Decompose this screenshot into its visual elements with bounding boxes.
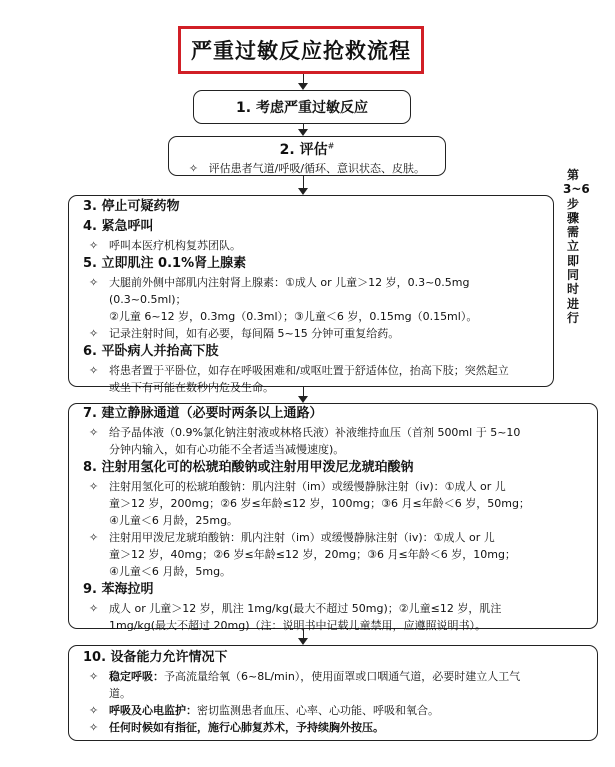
step5-item1-cont: ②儿童 6~12 岁，0.3mg（0.3ml）；③儿童＜6 岁，0.15mg（0.15ml）。 (109, 310, 478, 323)
side-note-char: 进 (566, 296, 579, 311)
side-note-char: 同 (566, 268, 579, 283)
side-note-char: 步 (566, 196, 579, 211)
step2-item: ✧ 评估患者气道/呼吸/循环、意识状态、皮肤。 (188, 162, 426, 175)
step2-title: 2. 评估 (279, 142, 328, 158)
step7-item-cont: 分钟内输入，如有心功能不全者适当减慢速度)。 (109, 443, 345, 456)
step5-item1 (83, 274, 543, 308)
connector-arrow (298, 83, 308, 90)
step7-heading: 7. 建立静脉通道（必要时两条以上通路） (83, 406, 323, 421)
step9-heading: 9. 苯海拉明 (83, 582, 154, 597)
step8-item2: ✧ 注射用甲泼尼龙琥珀酸钠：肌内注射（im）或缓慢静脉注射（iv)：①成人 or 儿 (83, 529, 587, 546)
step2-item-text: 评估患者气道/呼吸/循环、意识状态、皮肤。 (208, 162, 426, 175)
connector-line (303, 387, 304, 396)
step7-item: ✧ 给予晶体液（0.9%氯化钠注射液或林格氏液）补液维持血压（首剂 500ml 于 5~10 (83, 424, 587, 441)
step8-heading: 8. 注射用氢化可的松琥珀酸钠或注射用甲泼尼龙琥珀酸钠 (83, 460, 414, 475)
connector-arrow (298, 129, 308, 136)
side-note-char: 需 (566, 225, 579, 240)
connector-arrow (298, 188, 308, 195)
connector-line (303, 176, 304, 188)
step2-box (168, 136, 446, 176)
step9-item-cont: 1mg/kg(最大不超过 20mg)（注：说明书中记载儿童禁用，应遵照说明书）。 (109, 619, 487, 632)
step10-item2 (83, 702, 587, 719)
side-note-char: 即 (566, 253, 579, 268)
step5-item2: ✧ 记录注射时间，如有必要，每间隔 5~15 分钟可重复给药。 (83, 325, 543, 342)
step10-item1-cont: 道。 (109, 687, 131, 700)
side-note-char: 3~6 (563, 182, 590, 197)
step2-heading (169, 139, 445, 159)
step4-heading: 4. 紧急呼叫 (83, 219, 154, 234)
step6-heading: 6. 平卧病人并抬高下肢 (83, 344, 219, 359)
step10-heading: 10. 设备能力允许情况下 (83, 650, 228, 665)
side-note-char: 立 (566, 239, 579, 254)
step4-item: ✧ 呼叫本医疗机构复苏团队。 (83, 237, 543, 254)
step6-item: ✧ 将患者置于平卧位，如存在呼吸困难和/或呕吐置于舒适体位，抬高下肢；突然起立 (83, 362, 543, 379)
step10-item3-text: 任何时候如有指征，施行心肺复苏术，予持续胸外按压。 (109, 721, 384, 734)
step10-item2-text: 密切监测患者血压、心率、心功能、呼吸和氧合。 (197, 704, 439, 717)
connector-line (303, 629, 304, 638)
step8-item2-cont2: ④儿童＜6 月龄，5mg。 (109, 565, 232, 578)
connector-arrow (298, 396, 308, 403)
step5-heading: 5. 立即肌注 0.1%肾上腺素 (83, 256, 247, 271)
step10-item1-label: 稳定呼吸： (109, 670, 164, 683)
step8-item1-cont1: 童＞12 岁，200mg；②6 岁≤年龄≤12 岁，100mg；③6 月≤年龄＜6 岁，50mg； (109, 497, 530, 510)
step10-item1 (83, 668, 587, 685)
group-steps-3-6 (68, 195, 554, 394)
step10-item2-label: 呼吸及心电监护： (109, 704, 197, 717)
step10-item3 (83, 719, 587, 736)
side-note-char: 时 (566, 282, 579, 297)
group-step-10 (68, 645, 598, 741)
connector-line (303, 74, 304, 83)
side-note-char: 第 (566, 168, 579, 182)
step8-item1: ✧ 注射用氢化可的松琥珀酸钠：肌内注射（im）或缓慢静脉注射（iv)：①成人 or 儿 (83, 478, 587, 495)
step8-item1-cont2: ④儿童＜6 月龄，25mg。 (109, 514, 239, 527)
side-note (563, 168, 590, 325)
step3-heading: 3. 停止可疑药物 (83, 199, 180, 214)
side-note-char: 骤 (566, 210, 579, 225)
step6-item-cont: 或坐下有可能在数秒内危及生命。 (109, 381, 274, 394)
step9-item: ✧ 成人 or 儿童＞12 岁，肌注 1mg/kg(最大不超过 50mg)；②儿童≤12 岁，肌注 (83, 600, 587, 617)
step1-box: 1. 考虑严重过敏反应 (193, 90, 411, 124)
group-steps-7-9 (68, 403, 598, 632)
step10-item1-text: 予高流量给氧（6~8L/min），使用面罩或口咽通气道，必要时建立人工气 (164, 670, 521, 683)
step2-mark: # (327, 141, 335, 151)
side-note-char: 行 (566, 310, 579, 325)
page-title: 严重过敏反应抢救流程 (178, 26, 424, 74)
step5-item1-line1: 大腿前外侧中部肌内注射肾上腺素：①成人 or 儿童＞12 岁，0.3~0.5mg (0.3~0.5ml)； (109, 276, 470, 306)
connector-arrow (298, 638, 308, 645)
step8-item2-cont1: 童＞12 岁，40mg；②6 岁≤年龄≤12 岁，20mg；③6 月≤年龄＜6 岁，10mg； (109, 548, 516, 561)
